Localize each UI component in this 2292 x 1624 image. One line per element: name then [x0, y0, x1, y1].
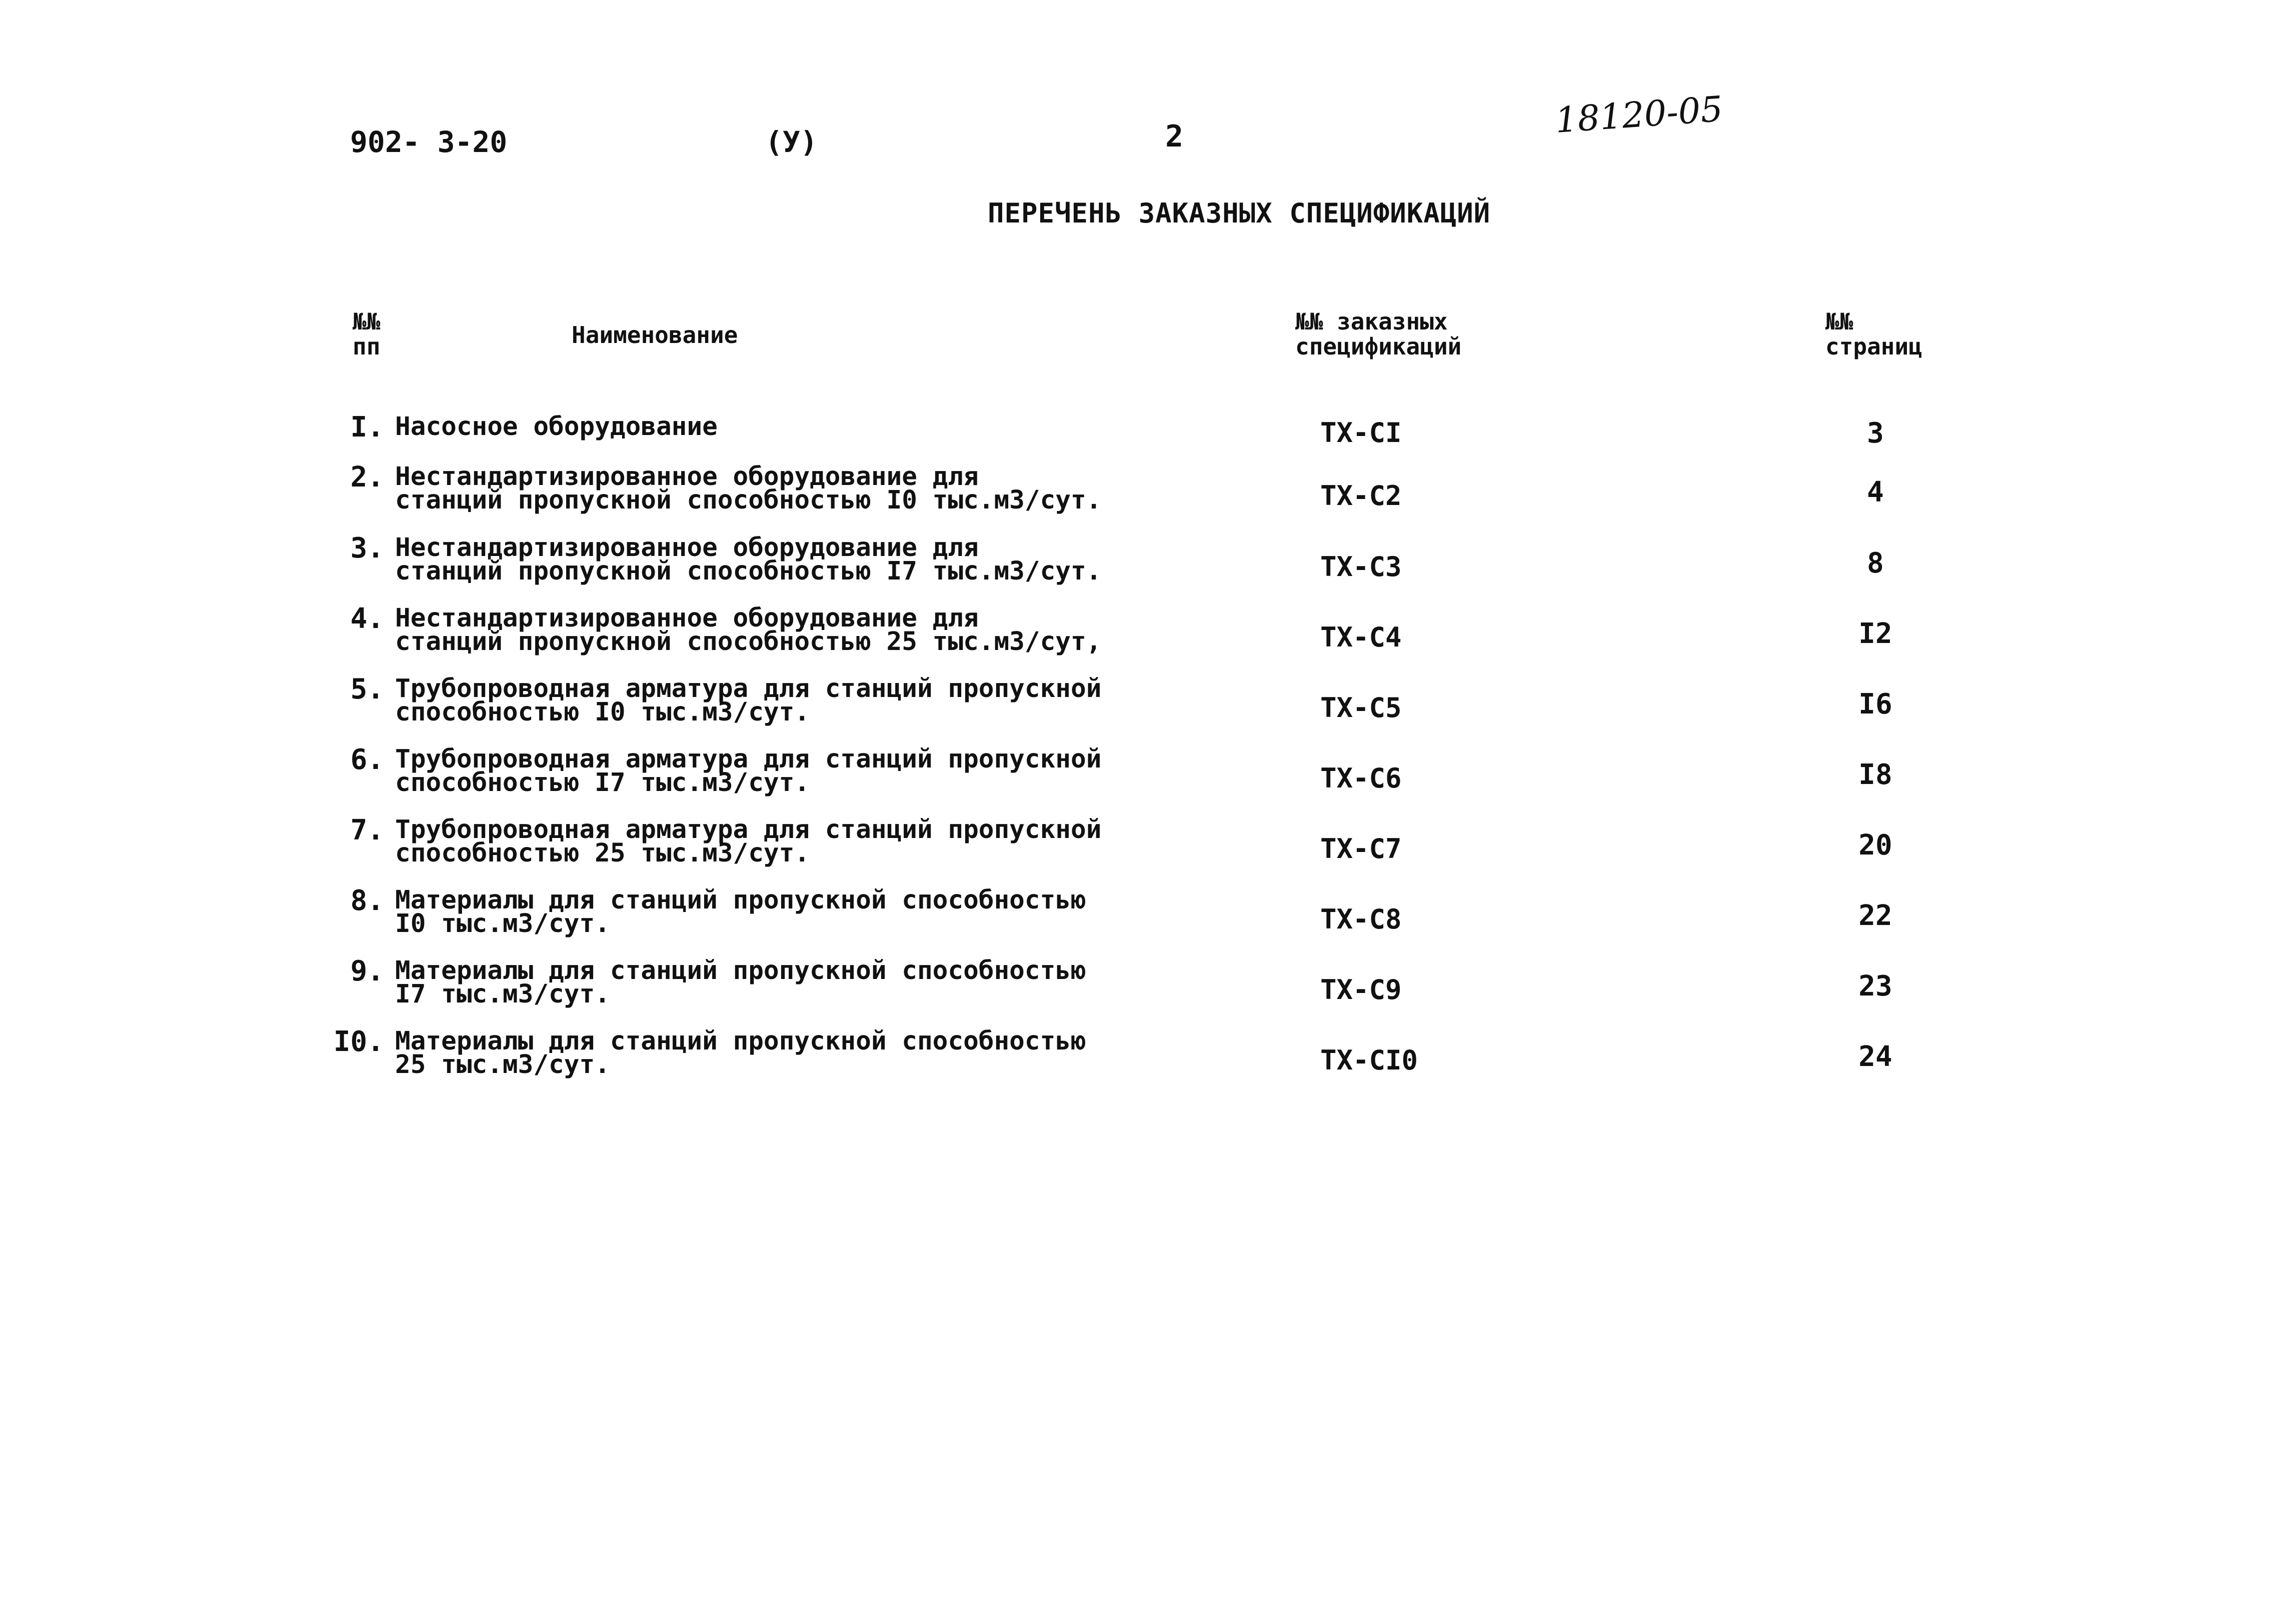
- table-row: [0, 532, 2292, 606]
- page-number: 2: [1165, 119, 1184, 154]
- table-row: [0, 602, 2292, 676]
- column-header-pages-line2: страниц: [1825, 333, 1922, 360]
- table-row: [0, 884, 2292, 958]
- row-name: [395, 412, 718, 442]
- row-page-number: I2: [1858, 618, 1892, 650]
- row-number: 4.: [350, 602, 384, 635]
- row-spec-code: ТХ-СI0: [1320, 1044, 1418, 1076]
- table-row: [0, 673, 2292, 747]
- row-name-line: способностью I7 тыс.м3/сут.: [395, 768, 810, 798]
- row-name-line: Трубопроводная арматура для станций пропускной: [395, 674, 1102, 704]
- row-number: 5.: [350, 673, 384, 706]
- row-spec-code: ТХ-СI: [1320, 417, 1402, 448]
- row-name-line: Нестандартизированное оборудование для: [395, 462, 979, 492]
- document-title: ПЕРЕЧЕНЬ ЗАКАЗНЫХ СПЕЦИФИКАЦИЙ: [988, 198, 1491, 229]
- document-mark: (У): [765, 125, 818, 159]
- table-row: [0, 814, 2292, 888]
- row-page-number: I8: [1858, 758, 1892, 791]
- row-name: [395, 533, 1102, 586]
- row-name-line: станций пропускной способностью I7 тыс.м3/сут.: [395, 556, 1102, 586]
- table-row: [0, 955, 2292, 1029]
- row-name-line: Нестандартизированное оборудование для: [395, 533, 979, 562]
- row-page-number: 3: [1867, 417, 1884, 450]
- row-name: [395, 956, 1086, 1009]
- row-name-line: Нестандартизированное оборудование для: [395, 604, 979, 633]
- row-name-line: способностью I0 тыс.м3/сут.: [395, 698, 810, 727]
- row-page-number: 20: [1858, 829, 1892, 862]
- row-spec-code: ТХ-С6: [1320, 762, 1402, 794]
- row-name: [395, 1026, 1086, 1080]
- row-name-line: Трубопроводная арматура для станций пропускной: [395, 744, 1102, 774]
- table-row: [0, 1026, 2292, 1100]
- row-name-line: станций пропускной способностью 25 тыс.м3/сут,: [395, 627, 1102, 656]
- document-code: 902- 3-20: [350, 125, 508, 159]
- row-spec-code: ТХ-С3: [1320, 551, 1402, 582]
- row-name-line: Материалы для станций пропускной способностью: [395, 1026, 1086, 1056]
- row-page-number: 22: [1858, 900, 1892, 932]
- row-name: [395, 888, 1086, 936]
- row-spec-code: ТХ-С7: [1320, 833, 1402, 864]
- row-page-number: 4: [1867, 476, 1884, 508]
- row-number: I.: [350, 411, 384, 444]
- row-name-line: I7 тыс.м3/сут.: [395, 980, 610, 1009]
- row-name-line: 25 тыс.м3/сут.: [395, 1050, 610, 1080]
- row-name: [395, 606, 1101, 654]
- column-header-spec-line1: №№ заказных: [1295, 308, 1448, 335]
- row-name: [395, 674, 1102, 727]
- row-page-number: 23: [1858, 970, 1892, 1002]
- row-name-line: способностью 25 тыс.м3/сут.: [395, 838, 810, 868]
- row-name-line: Материалы для станций пропускной способностью: [395, 956, 1086, 986]
- row-number: 7.: [350, 814, 384, 846]
- row-page-number: 8: [1867, 547, 1884, 580]
- row-name: [395, 744, 1102, 798]
- row-spec-code: ТХ-С9: [1320, 974, 1402, 1006]
- row-page-number: I6: [1858, 688, 1892, 720]
- row-number: I0.: [333, 1026, 384, 1058]
- row-name-line: Насосное оборудование: [395, 412, 718, 442]
- table-row: [0, 461, 2292, 535]
- row-spec-code: ТХ-С4: [1320, 622, 1402, 653]
- column-header-number-line2: пп: [353, 333, 381, 360]
- row-name-line: Материалы для станций пропускной способностью: [395, 886, 1086, 915]
- row-number: 3.: [350, 532, 384, 564]
- row-number: 2.: [350, 461, 384, 494]
- column-header-name: Наименование: [572, 322, 738, 348]
- handwritten-inventory-number: 18120-05: [1554, 88, 1724, 141]
- column-header-spec-line2: спецификаций: [1295, 333, 1462, 360]
- column-header-number-line1: №№: [353, 308, 381, 335]
- row-name-line: станций пропускной способностью I0 тыс.м3/сут.: [395, 486, 1102, 515]
- row-name-line: Трубопроводная арматура для станций пропускной: [395, 815, 1102, 844]
- row-number: 8.: [350, 884, 384, 917]
- row-spec-code: ТХ-С2: [1320, 480, 1402, 512]
- row-name-line: I0 тыс.м3/сут.: [395, 909, 610, 938]
- row-name: [395, 462, 1102, 515]
- table-row: [0, 744, 2292, 818]
- row-spec-code: ТХ-С5: [1320, 692, 1402, 724]
- row-number: 9.: [350, 955, 384, 988]
- row-name: [395, 815, 1102, 868]
- row-spec-code: ТХ-С8: [1320, 904, 1402, 935]
- row-number: 6.: [350, 744, 384, 776]
- column-header-pages-line1: №№: [1825, 308, 1853, 335]
- row-page-number: 24: [1858, 1040, 1892, 1073]
